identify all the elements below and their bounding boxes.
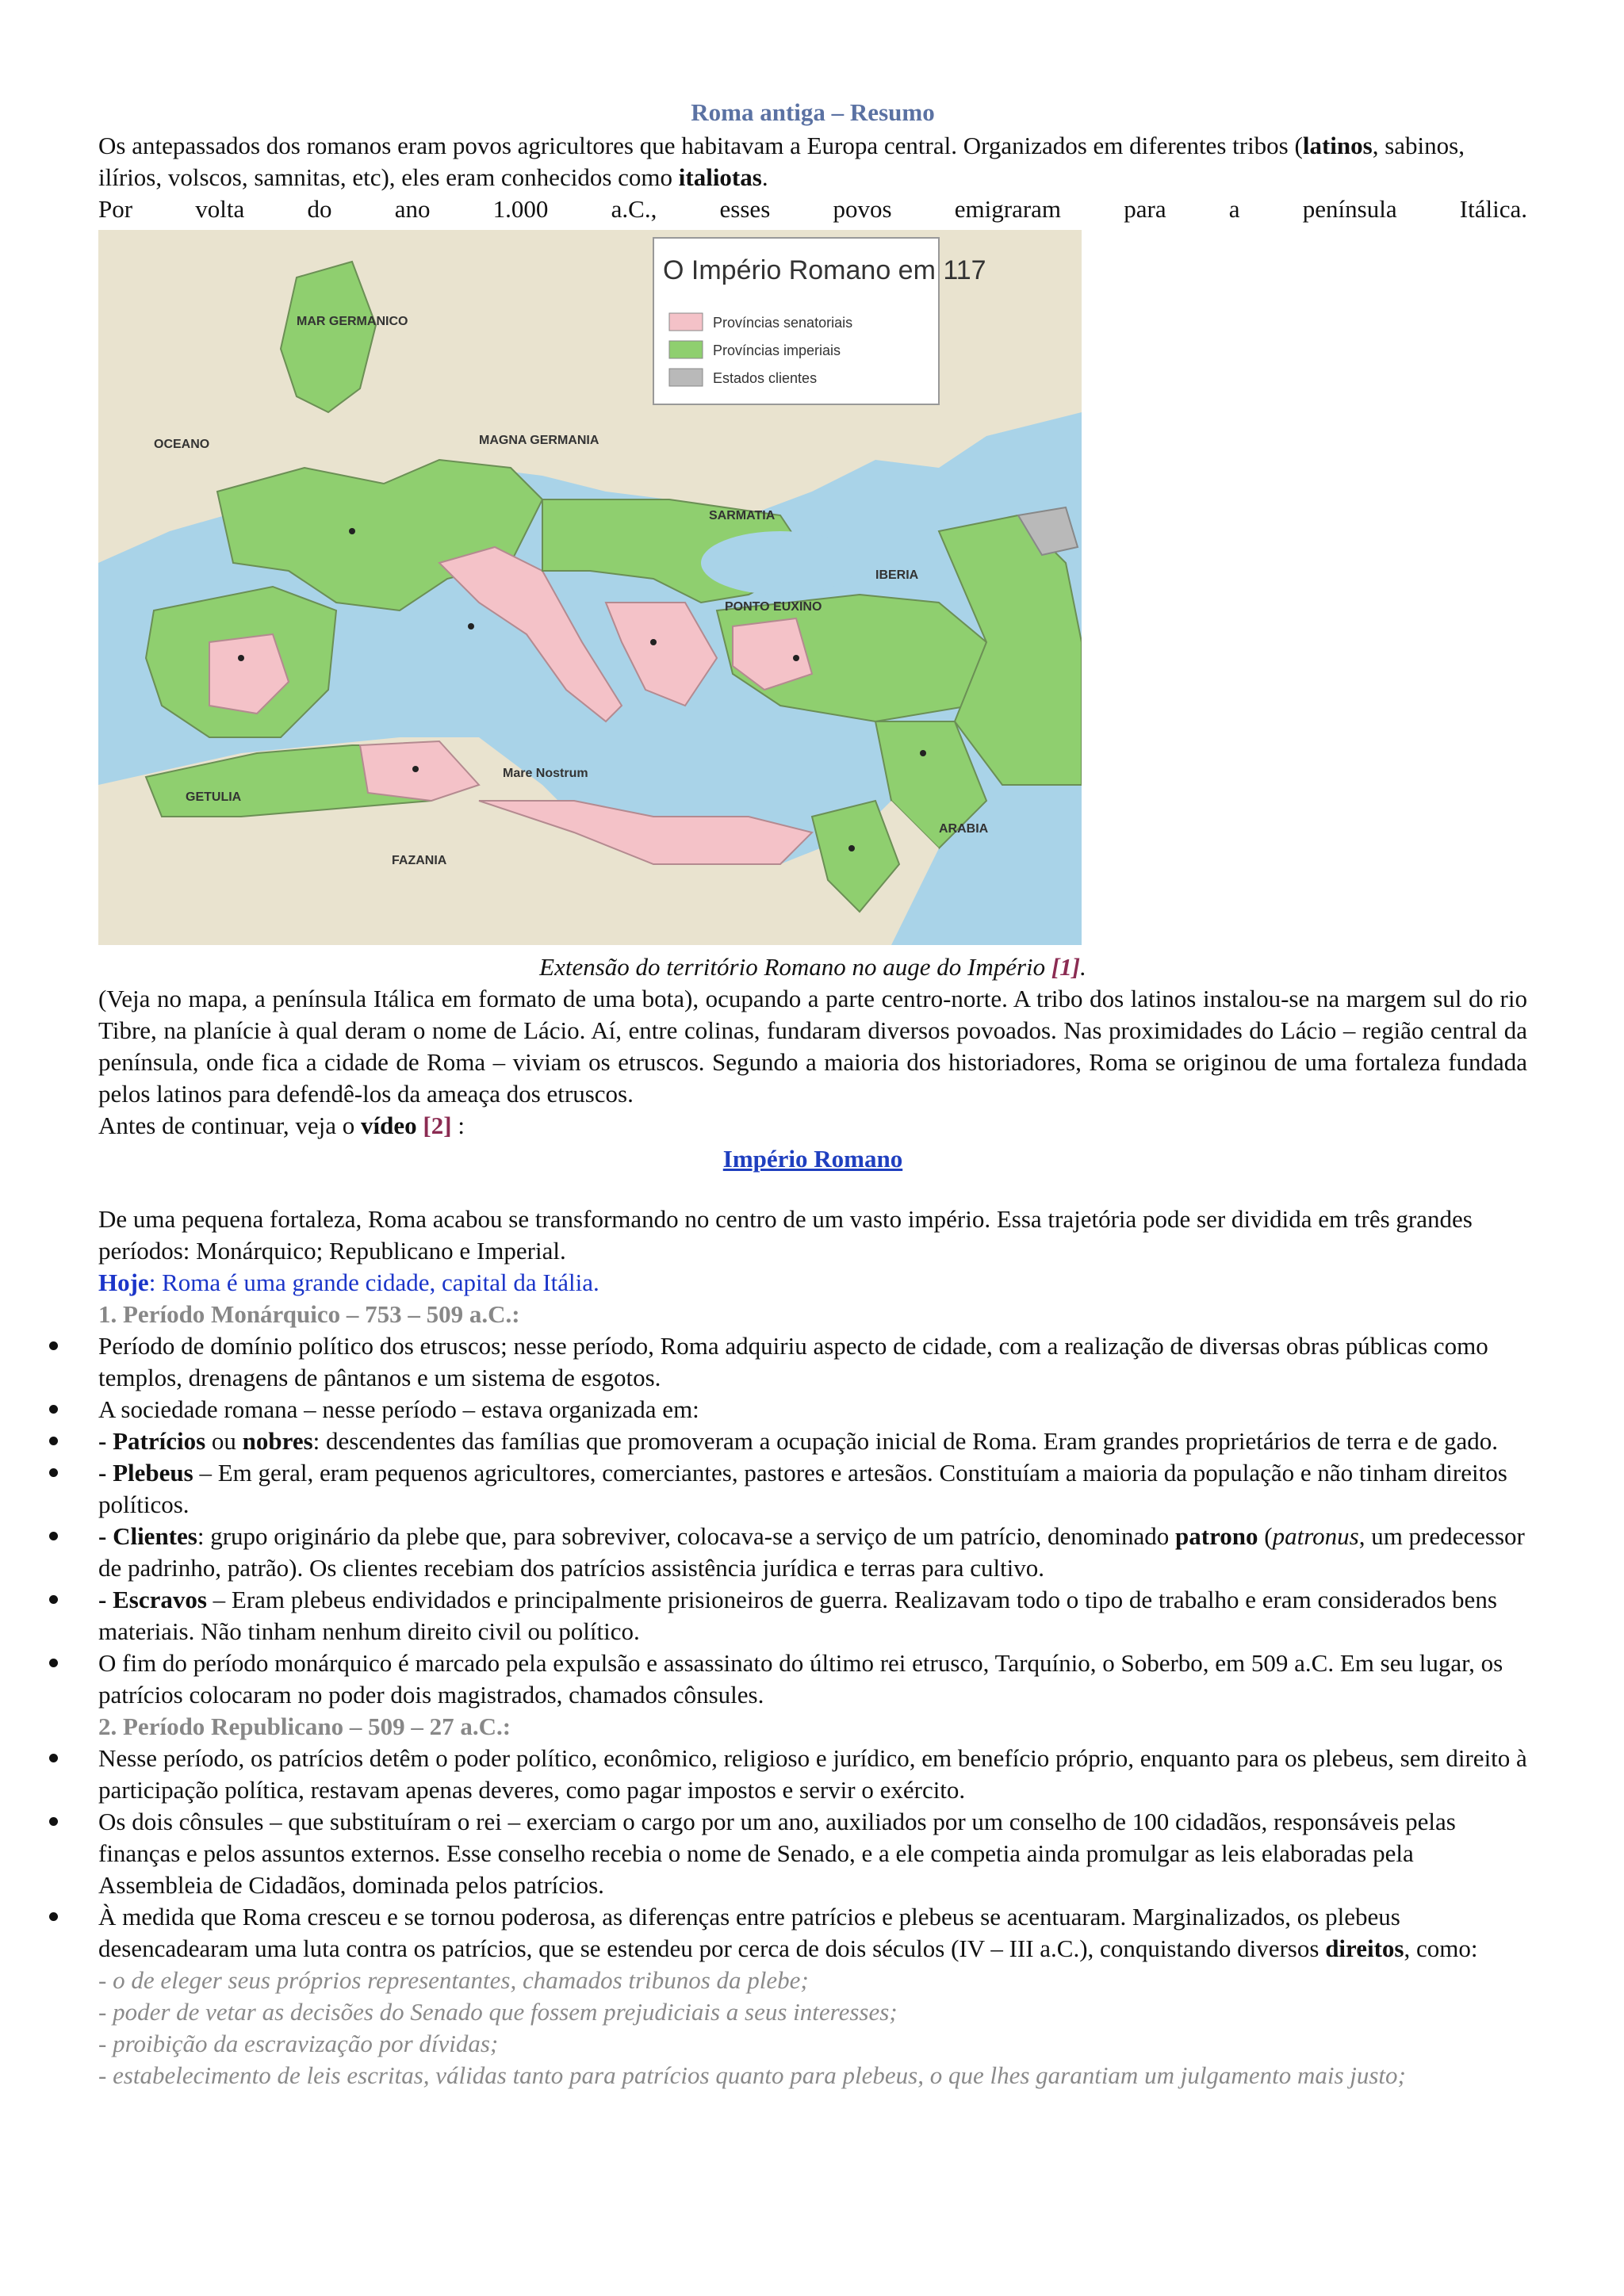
list-item: - Plebeus – Em geral, eram pequenos agricultores, comerciantes, pastores e artesãos. Constituíam a maioria da população e não tinham direitos políticos. bbox=[98, 1457, 1527, 1521]
list-item: Nesse período, os patrícios detêm o poder político, econômico, religioso e jurídico, em benefício próprio, enquanto para os plebeus, sem direito à participação política, restavam apenas deveres, como pagar impostos e servir o exército. bbox=[98, 1743, 1527, 1806]
paragraph-periods: De uma pequena fortaleza, Roma acabou se transformando no centro de um vasto império. Essa trajetória pode ser dividida em três grandes períodos: Monárquico; Republicano e Imperial. bbox=[98, 1205, 1473, 1265]
map-city-dot bbox=[349, 528, 355, 534]
bullet-icon bbox=[49, 1584, 60, 1595]
section-heading-monarquico: 1. Período Monárquico – 753 – 509 a.C.: bbox=[98, 1300, 520, 1328]
map-label-mar-germanico: MAR GERMANICO bbox=[297, 315, 408, 328]
list-item: Os dois cônsules – que substituíram o rei – exerciam o cargo por um ano, auxiliados por um conselho de 100 cidadãos, responsáveis pelas finanças e pelos assuntos externos. Esse conselho recebia o nome de Senado, e a ele competia ainda promulgar as leis elaboradas pela Assembleia de Cidadãos, dominada pelos patrícios. bbox=[98, 1806, 1527, 1901]
map-city-dot bbox=[920, 750, 926, 756]
section-heading-republicano: 2. Período Republicano – 509 – 27 a.C.: bbox=[98, 1712, 511, 1740]
paragraph-lacio: (Veja no mapa, a península Itálica em formato de uma bota), ocupando a parte centro-norte. A tribo dos latinos instalou-se na margem sul do rio Tibre, na planície à qual deram o nome de Lácio. Aí, entre colinas, fundaram diversos povoados. Nas proximidades do Lácio – região central da península, onde fica a cidade de Roma – viviam os etruscos. Segundo a maioria dos historiadores, Roma se originou de uma fortaleza fundada pelos latinos para defendê-los da ameaça dos etruscos. bbox=[98, 985, 1527, 1108]
video-intro: Antes de continuar, veja o vídeo [2] : bbox=[98, 1112, 465, 1139]
list-item: A sociedade romana – nesse período – estava organizada em: bbox=[98, 1394, 1527, 1425]
hoje-line: Hoje: Roma é uma grande cidade, capital da Itália. bbox=[98, 1269, 599, 1296]
bullet-icon bbox=[49, 1647, 60, 1659]
legend-swatch-imperial bbox=[669, 341, 703, 358]
list-item: - Escravos – Eram plebeus endividados e principalmente prisioneiros de guerra. Realizavam todo o tipo de trabalho e eram considerados bens materiais. Não tinham nenhum direito civil ou político. bbox=[98, 1584, 1527, 1647]
map-label-oceano: OCEANO bbox=[154, 438, 210, 451]
italiotas-term: italiotas bbox=[678, 163, 762, 191]
map-label-sarmatia: SARMATIA bbox=[709, 509, 776, 522]
monarquico-list bbox=[98, 1330, 1527, 1711]
map-city-dot bbox=[468, 623, 474, 629]
direitos-item: - proibição da escravização por dívidas; bbox=[98, 2030, 499, 2057]
map-label-magna-germania: MAGNA GERMANIA bbox=[479, 434, 599, 447]
map-city-dot bbox=[793, 655, 799, 661]
page-title: Roma antiga – Resumo bbox=[691, 98, 935, 126]
bullet-icon bbox=[49, 1394, 60, 1405]
bullet-icon bbox=[49, 1806, 60, 1817]
direitos-item: - o de eleger seus próprios representantes, chamados tribunos da plebe; bbox=[98, 1966, 809, 1994]
map-label-mare-nostrum: Mare Nostrum bbox=[503, 767, 588, 780]
bullet-icon bbox=[49, 1743, 60, 1754]
legend-label-client: Estados clientes bbox=[713, 370, 818, 386]
bullet-icon bbox=[49, 1457, 60, 1468]
document-body bbox=[98, 97, 1527, 2091]
reference-link-1[interactable]: [1] bbox=[1051, 953, 1081, 981]
map-caption: Extensão do território Romano no auge do Império [1]. bbox=[539, 953, 1086, 981]
republicano-list bbox=[98, 1743, 1527, 1965]
intro-paragraph: Os antepassados dos romanos eram povos agricultores que habitavam a Europa central. Organizados em diferentes tribos (latinos, sabinos, ilírios, volscos, samnitas, etc), eles eram conhecidos como italiotas. bbox=[98, 132, 1465, 191]
map-city-dot bbox=[650, 639, 657, 645]
map-image bbox=[98, 230, 1082, 945]
roman-empire-map bbox=[98, 230, 1082, 945]
legend-label-imperial: Províncias imperiais bbox=[713, 342, 841, 358]
map-city-dot bbox=[412, 766, 419, 772]
bullet-icon bbox=[49, 1901, 60, 1912]
legend-swatch-senatorial bbox=[669, 313, 703, 331]
map-label-ponto-euxino: PONTO EUXINO bbox=[725, 600, 822, 614]
reference-link-2[interactable]: [2] bbox=[423, 1112, 452, 1139]
list-item: À medida que Roma cresceu e se tornou poderosa, as diferenças entre patrícios e plebeus se acentuaram. Marginalizados, os plebeus desencadearam uma luta contra os patrícios, que se estendeu por cerca de dois séculos (IV – III a.C.), conquistando diversos direitos, como: bbox=[98, 1901, 1527, 1965]
list-item: O fim do período monárquico é marcado pela expulsão e assassinato do último rei etrusco, Tarquínio, o Soberbo, em 509 a.C. Em seu lugar, os patrícios colocaram no poder dois magistrados, chamados cônsules. bbox=[98, 1647, 1527, 1711]
map-label-fazania: FAZANIA bbox=[392, 854, 447, 867]
direitos-item: - estabelecimento de leis escritas, válidas tanto para patrícios quanto para plebeus, o que lhes garantiam um julgamento mais justo; bbox=[98, 2061, 1406, 2089]
bullet-icon bbox=[49, 1425, 60, 1437]
map-title: O Império Romano em 117 bbox=[663, 255, 986, 285]
map-label-getulia: GETULIA bbox=[186, 790, 242, 804]
video-link[interactable]: Império Romano bbox=[722, 1145, 903, 1173]
bullet-icon bbox=[49, 1521, 60, 1532]
direitos-item: - poder de vetar as decisões do Senado que fossem prejudiciais a seus interesses; bbox=[98, 1998, 898, 2026]
map-city-dot bbox=[848, 845, 855, 851]
bullet-icon bbox=[49, 1330, 60, 1341]
latinos-term: latinos bbox=[1302, 132, 1373, 159]
legend-swatch-client bbox=[669, 369, 703, 386]
list-item: Período de domínio político dos etruscos; nesse período, Roma adquiriu aspecto de cidade, com a realização de diversas obras públicas como templos, drenagens de pântanos e um sistema de esgotos. bbox=[98, 1330, 1527, 1394]
legend-label-senatorial: Províncias senatoriais bbox=[713, 315, 853, 331]
list-item: - Patrícios ou nobres: descendentes das famílias que promoveram a ocupação inicial de Roma. Eram grandes proprietários de terra e de gado. bbox=[98, 1425, 1527, 1457]
intro-line-2: Por volta do ano 1.000 a.C., esses povos emigraram para a península Itálica. bbox=[98, 195, 1527, 223]
map-city-dot bbox=[238, 655, 244, 661]
map-label-iberia: IBERIA bbox=[875, 568, 919, 582]
map-label-arabia: ARABIA bbox=[939, 822, 989, 836]
list-item: - Clientes: grupo originário da plebe que, para sobreviver, colocava-se a serviço de um patrício, denominado patrono (patronus, um predecessor de padrinho, patrão). Os clientes recebiam dos patrícios assistência jurídica e terras para cultivo. bbox=[98, 1521, 1527, 1584]
map-black-sea bbox=[701, 531, 860, 595]
